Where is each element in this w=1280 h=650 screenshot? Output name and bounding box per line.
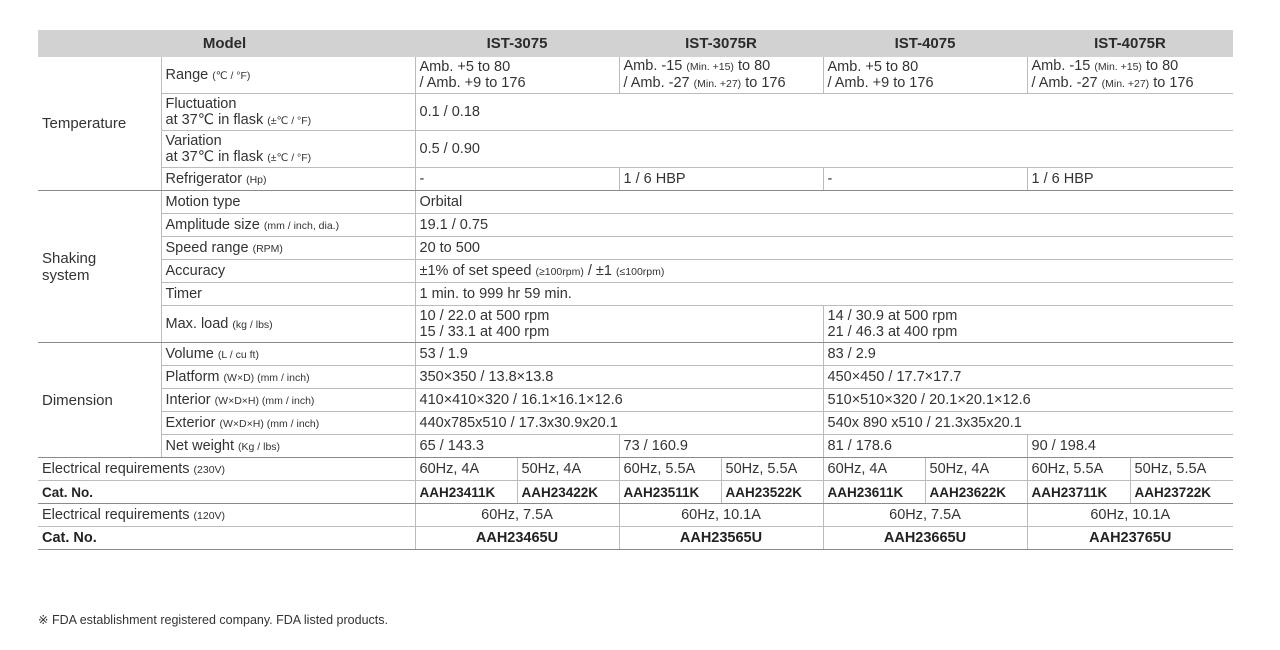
row-elec230 [38,458,1233,481]
elec230-3: 60Hz, 5.5A [619,458,721,481]
label-amplitude: Amplitude size (mm / inch, dia.) [161,214,415,237]
elec230-4: 50Hz, 5.5A [721,458,823,481]
interior-1: 410×410×320 / 16.1×16.1×12.6 [415,389,823,412]
label-elec120: Electrical requirements (120V) [38,504,415,527]
label-elec230: Electrical requirements (230V) [38,458,415,481]
cat120-3: AAH23665U [823,527,1027,550]
label-platform: Platform (W×D) (mm / inch) [161,366,415,389]
label-motion: Motion type [161,191,415,214]
spec-table [38,30,1233,550]
elec230-1: 60Hz, 4A [415,458,517,481]
refrigerator-2: 1 / 6 HBP [619,168,823,191]
group-shaking [38,191,161,343]
refrigerator-1: - [415,168,619,191]
row-motion [38,191,1233,214]
netweight-2: 73 / 160.9 [619,435,823,458]
elec120-1: 60Hz, 7.5A [415,504,619,527]
label-accuracy: Accuracy [161,260,415,283]
range-4a: Amb. -15 (Min. +15) to 80 [1031,58,1179,74]
group-dimension: Dimension [38,343,161,458]
label-exterior: Exterior (W×D×H) (mm / inch) [161,412,415,435]
label-fluctuation [161,94,415,131]
maxload-2a: 14 / 30.9 at 500 rpm [827,308,958,324]
group-shaking-1: Shaking [42,249,97,267]
label-cat120: Cat. No. [38,527,415,550]
spec-table-container [38,30,1233,550]
cell-range-2 [619,57,823,94]
cat230-5: AAH23611K [823,481,925,504]
range-3a: Amb. +5 to 80 [827,59,919,75]
maxload-2b: 21 / 46.3 at 400 rpm [827,324,958,340]
row-maxload [38,306,1233,343]
cat120-4: AAH23765U [1027,527,1233,550]
platform-1: 350×350 / 13.8×13.8 [415,366,823,389]
header-model: Model [38,30,415,57]
row-volume [38,343,1233,366]
label-range-text: Range [165,67,209,83]
value-motion: Orbital [415,191,1233,214]
row-accuracy [38,260,1233,283]
elec230-7: 60Hz, 5.5A [1027,458,1130,481]
maxload-1b: 15 / 33.1 at 400 rpm [419,324,550,340]
value-amplitude: 19.1 / 0.75 [415,214,1233,237]
label-timer: Timer [161,283,415,306]
cat120-1: AAH23465U [415,527,619,550]
label-fluctuation-1: Fluctuation [165,95,237,112]
row-variation [38,131,1233,168]
refrigerator-4: 1 / 6 HBP [1027,168,1233,191]
row-refrigerator [38,168,1233,191]
cat230-3: AAH23511K [619,481,721,504]
row-exterior [38,412,1233,435]
range-1a: Amb. +5 to 80 [419,59,511,75]
row-netweight [38,435,1233,458]
cat230-8: AAH23722K [1130,481,1233,504]
row-range [38,57,1233,94]
cat230-7: AAH23711K [1027,481,1130,504]
elec230-6: 50Hz, 4A [925,458,1027,481]
cat230-1: AAH23411K [415,481,517,504]
cat230-6: AAH23622K [925,481,1027,504]
label-range [161,57,415,94]
maxload-1a: 10 / 22.0 at 500 rpm [419,308,550,324]
row-timer [38,283,1233,306]
cell-range-3 [823,57,1027,94]
value-accuracy: ±1% of set speed (≥100rpm) / ±1 (≤100rpm) [415,260,1233,283]
row-interior [38,389,1233,412]
cell-range-4 [1027,57,1233,94]
netweight-1: 65 / 143.3 [415,435,619,458]
unit-range: (℃ / °F) [212,70,251,82]
value-variation: 0.5 / 0.90 [415,131,1233,168]
value-fluctuation: 0.1 / 0.18 [415,94,1233,131]
label-refrigerator: Refrigerator (Hp) [161,168,415,191]
refrigerator-3: - [823,168,1027,191]
label-cat230: Cat. No. [38,481,415,504]
value-timer: 1 min. to 999 hr 59 min. [415,283,1233,306]
elec120-2: 60Hz, 10.1A [619,504,823,527]
interior-2: 510×510×320 / 20.1×20.1×12.6 [823,389,1233,412]
range-2b: / Amb. -27 (Min. +27) to 176 [623,75,786,91]
header-model-4: IST-4075R [1027,30,1233,57]
group-temperature: Temperature [38,57,161,191]
range-4b: / Amb. -27 (Min. +27) to 176 [1031,75,1194,91]
cat230-2: AAH23422K [517,481,619,504]
range-2a: Amb. -15 (Min. +15) to 80 [623,58,771,74]
label-speed: Speed range (RPM) [161,237,415,260]
group-shaking-2: system [42,266,90,284]
row-fluctuation [38,94,1233,131]
platform-2: 450×450 / 17.7×17.7 [823,366,1233,389]
volume-2: 83 / 2.9 [823,343,1233,366]
header-model-3: IST-4075 [823,30,1027,57]
value-maxload-2 [823,306,1233,343]
footnote: ※ FDA establishment registered company. FDA listed products. [38,613,388,627]
elec120-4: 60Hz, 10.1A [1027,504,1233,527]
cat120-2: AAH23565U [619,527,823,550]
exterior-2: 540x 890 x510 / 21.3x35x20.1 [823,412,1233,435]
netweight-4: 90 / 198.4 [1027,435,1233,458]
elec230-2: 50Hz, 4A [517,458,619,481]
row-speed [38,237,1233,260]
header-row [38,30,1233,57]
label-netweight: Net weight (Kg / lbs) [161,435,415,458]
value-speed: 20 to 500 [415,237,1233,260]
exterior-1: 440x785x510 / 17.3x30.9x20.1 [415,412,823,435]
elec230-5: 60Hz, 4A [823,458,925,481]
elec230-8: 50Hz, 5.5A [1130,458,1233,481]
header-model-2: IST-3075R [619,30,823,57]
label-interior: Interior (W×D×H) (mm / inch) [161,389,415,412]
label-maxload: Max. load (kg / lbs) [161,306,415,343]
label-fluctuation-2: at 37℃ in flask (±℃ / °F) [165,111,312,128]
header-model-1: IST-3075 [415,30,619,57]
row-elec120 [38,504,1233,527]
label-variation [161,131,415,168]
range-3b: / Amb. +9 to 176 [827,75,934,91]
value-maxload-1 [415,306,823,343]
row-amplitude [38,214,1233,237]
label-variation-1: Variation [165,132,222,149]
elec120-3: 60Hz, 7.5A [823,504,1027,527]
row-cat120 [38,527,1233,550]
range-1b: / Amb. +9 to 176 [419,75,526,91]
cat230-4: AAH23522K [721,481,823,504]
cell-range-1 [415,57,619,94]
row-platform [38,366,1233,389]
row-cat230 [38,481,1233,504]
label-volume: Volume (L / cu ft) [161,343,415,366]
netweight-3: 81 / 178.6 [823,435,1027,458]
label-variation-2: at 37℃ in flask (±℃ / °F) [165,148,312,165]
volume-1: 53 / 1.9 [415,343,823,366]
